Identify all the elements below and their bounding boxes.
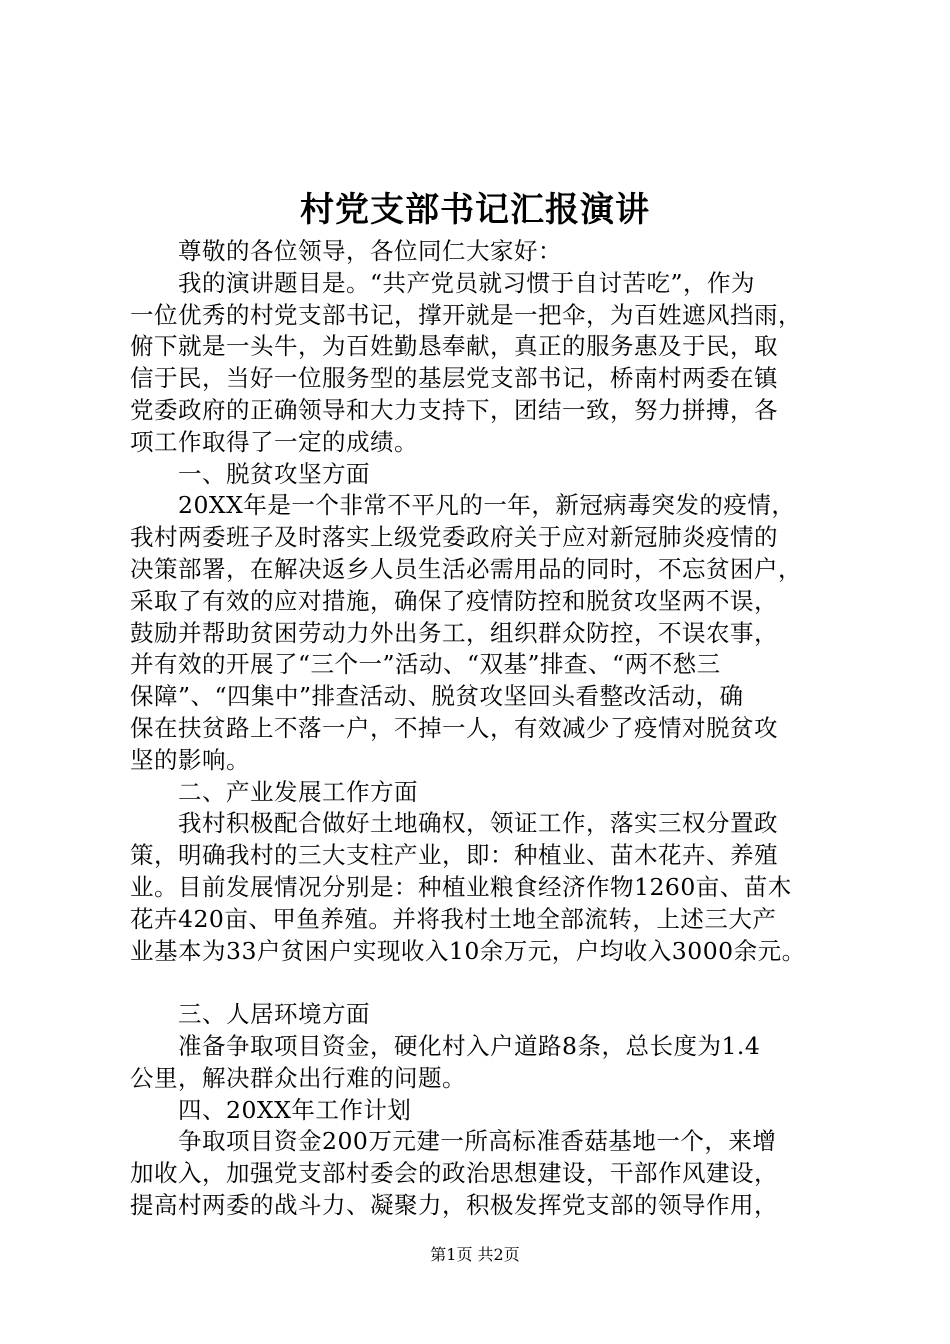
body-line: 项工作取得了一定的成绩。 [130,427,418,456]
body-line: 策，明确我村的三大支柱产业，即：种植业、苗木花卉、养殖 [130,841,778,870]
body-line: 一、脱贫攻坚方面 [178,459,370,488]
body-line [130,967,850,999]
body-line: 公里，解决群众出行难的问题。 [130,1063,466,1092]
body-line: 鼓励并帮助贫困劳动力外出务工，组织群众防控，不误农事， [130,618,778,647]
body-line: 我的演讲题目是。“共产党员就习惯于自讨苦吃”，作为 [178,268,756,297]
page-footer: 第1页 共2页 [430,1245,520,1264]
body-line: 决策部署，在解决返乡人员生活必需用品的同时，不忘贫困户， [130,554,802,583]
body-line: 坚的影响。 [130,745,250,774]
body-line: 花卉420亩、甲鱼养殖。并将我村土地全部流转，上述三大产 [130,904,777,933]
body-line: 尊敬的各位领导，各位同仁大家好： [178,237,562,265]
body-line: 俯下就是一头牛，为百姓勤恳奉献，真正的服务惠及于民，取 [130,332,778,361]
body-line: 争取项目资金200万元建一所高标准香菇基地一个，来增 [178,1127,777,1156]
document-body [130,236,850,1222]
body-line: 20XX年是一个非常不平凡的一年，新冠病毒突发的疫情， [178,491,796,520]
body-line: 保障”、“四集中”排查活动、脱贫攻坚回头看整改活动，确 [130,682,744,711]
body-line: 我村两委班子及时落实上级党委政府关于应对新冠肺炎疫情的 [130,523,778,552]
body-line: 加收入，加强党支部村委会的政治思想建设，干部作风建设， [130,1159,778,1188]
body-line: 提高村两委的战斗力、凝聚力，积极发挥党支部的领导作用， [130,1190,778,1219]
body-line: 信于民，当好一位服务型的基层党支部书记，桥南村两委在镇 [130,364,778,393]
body-line: 业基本为33户贫困户实现收入10余万元，户均收入3000余元。 [130,936,806,965]
body-line: 并有效的开展了“三个一”活动、“双基”排查、“两不愁三 [130,650,721,679]
body-line: 我村积极配合做好土地确权，领证工作，落实三权分置政 [178,809,778,838]
body-line: 准备争取项目资金，硬化村入户道路8条，总长度为1.4 [178,1031,761,1060]
body-line: 三、人居环境方面 [178,1000,370,1029]
body-line: 四、20XX年工作计划 [178,1095,412,1124]
body-line: 保在扶贫路上不落一户，不掉一人，有效减少了疫情对脱贫攻 [130,713,778,742]
document-title: 村党支部书记汇报演讲 [300,190,650,230]
body-line: 业。目前发展情况分别是：种植业粮食经济作物1260亩、苗木 [130,872,792,901]
body-line: 一位优秀的村党支部书记，撑开就是一把伞，为百姓遮风挡雨， [130,300,802,329]
body-line: 采取了有效的应对措施，确保了疫情防控和脱贫攻坚两不误， [130,586,778,615]
body-line: 党委政府的正确领导和大力支持下，团结一致，努力拼搏，各 [130,395,778,424]
body-line: 二、产业发展工作方面 [178,777,418,806]
